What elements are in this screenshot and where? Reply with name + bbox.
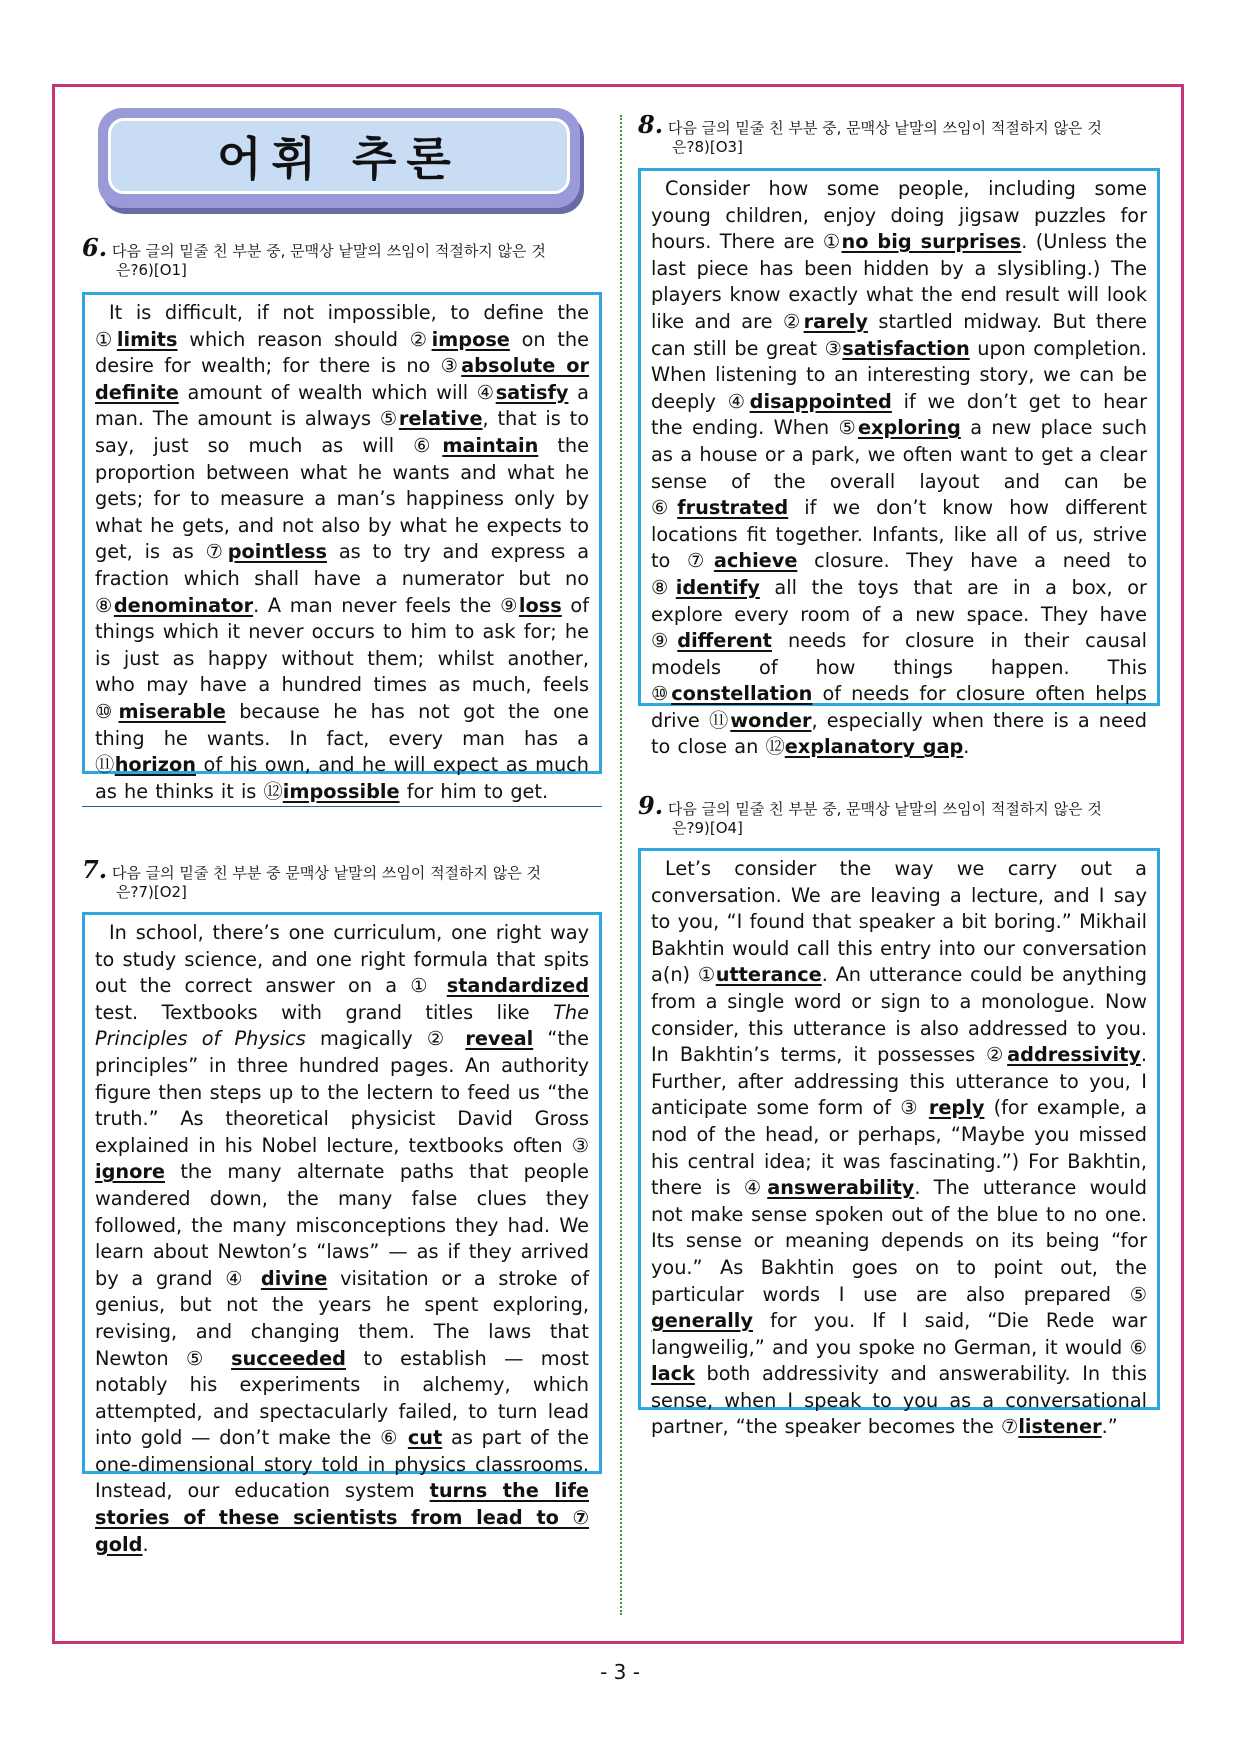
q6-text: It is difficult, if not impossible, to define the ①limits which reason should ②impose on the desire for wealth; for there is no ③absolute or definite amount of wealth which will ④satisfy a man. The amount is always ⑤relative, that is to say, just so much as will ⑥maintain the proportion between what he wants and what he gets; for to measure a man’s happiness only by what he gets, and not also by what he expects to get, is as ⑦pointless as to try and express a fraction which shall have a numerator but no ⑧denominator. A man never feels the ⑨loss of things which it never occurs to him to ask for; he is just as happy without them; whilst another, who may have a hundred times as much, feels ⑩miserable because he has not got the one thing he wants. In fact, every man has a ⑪horizon of his own, and he will expect as much as he thinks it is ⑫impossible for him to get. [95,301,590,803]
q9-instruction-tail: 은? [672,819,695,837]
q8-code: 8)[O3] [694,138,743,156]
q7-number: 7. [82,855,108,884]
q8-instruction: 다음 글의 밑줄 친 부분 중, 문맥상 낱말의 쓰임이 적절하지 않은 것 [667,119,1102,137]
q8-passage [638,168,1160,759]
title-plate [108,118,570,194]
q7-text: In school, there’s one curriculum, one right way to study science, and one right formula that spits out the correct answer on a ① standardized test. Textbooks with grand titles like The Principles of Physics magically ② reveal “the principles” in three hundred pages. An authority figure then steps up to the lectern to feed us “the truth.” As theoretical physicist David Gross explained in his Nobel lecture, textbooks often ③ ignore the many alternate paths that people wandered down, the many false clues they followed, the many misconceptions they had. We learn about Newton’s “laws” — as if they arrived by a grand ④ divine visitation or a stroke of genius, but not the years he spent exploring, revising, and changing them. The laws that Newton ⑤ succeeded to establish — most notably his experiments in alchemy, which attempted, and spectacularly failed, to turn lead into gold — don’t make the ⑥ cut as part of the one-dimensional story told in physics classrooms. Instead, our education system turns the life stories of these scientists from lead to ⑦ gold. [95,921,589,1556]
column-divider [620,115,622,1615]
page-title: 어휘 추론 [217,132,461,186]
q6-code: 6)[O1] [138,261,187,279]
q9-number: 9. [638,791,664,820]
q6-header [82,233,602,280]
q6-number: 6. [82,233,108,262]
q8-header [638,110,1160,157]
q6-instruction: 다음 글의 밑줄 친 부분 중, 문맥상 낱말의 쓰임이 적절하지 않은 것 [111,242,546,260]
q7-code: 7)[O2] [138,883,187,901]
q9-instruction: 다음 글의 밑줄 친 부분 중, 문맥상 낱말의 쓰임이 적절하지 않은 것 [667,800,1102,818]
q9-code: 9)[O4] [694,819,743,837]
q7-header [82,855,602,902]
q6-instruction-tail: 은? [116,261,139,279]
q6-passage [82,292,602,803]
q7-instruction: 다음 글의 밑줄 친 부분 중 문맥상 낱말의 쓰임이 적절하지 않은 것 [111,864,542,882]
page-number: - 3 - [600,1660,640,1684]
q6-separator [82,806,602,807]
q9-header [638,791,1160,838]
q8-number: 8. [638,110,664,139]
title-banner [98,108,580,208]
q9-text: Let’s consider the way we carry out a conversation. We are leaving a lecture, and I say to you, “I found that speaker a bit boring.” Mikhail Bakhtin would call this entry into our conversation a(n) ①utterance. An utterance could be anything from a single word or sign to a monologue. Now consider, this utterance is also addressed to you. In Bakhtin’s terms, it possesses ②addressivity. Further, after addressing this utterance to you, I anticipate some form of ③ reply (for example, a nod of the head, or perhaps, “Maybe you missed his central idea; it was fascinating.”) For Bakhtin, there is ④answerability. The utterance would not make sense spoken out of the blue to no one. Its sense or meaning depends on its being “for you.” As Bakhtin goes on to point out, the particular words I use are also prepared ⑤ generally for you. If I said, “Die Rede war langweilig,” and you spoke no German, it would ⑥ lack both addressivity and answerability. In this sense, when I speak to you as a conversational partner, “the speaker becomes the ⑦listener.” [651,857,1147,1439]
q9-passage [638,848,1160,1439]
q7-instruction-tail: 은? [116,883,139,901]
q8-instruction-tail: 은? [672,138,695,156]
q7-passage [82,912,602,1556]
q8-text: Consider how some people, including some young children, enjoy doing jigsaw puzzles for hours. There are ①no big surprises. (Unless the last piece has been hidden by a slysibling.) The players know exactly what the end result will look like and are ②rarely startled midway. But there can still be great ③satisfaction upon completion. When listening to an interesting story, we can be deeply ④disappointed if we don’t get to hear the ending. When ⑤exploring a new place such as a house or a park, we often want to get a clear sense of the overall layout and can be ⑥frustrated if we don’t know how different locations fit together. Infants, like all of us, strive to ⑦achieve closure. They have a need to ⑧identify all the toys that are in a box, or explore every room of a new space. They have ⑨different needs for closure in their causal models of how things happen. This ⑩constellation of needs for closure often helps drive ⑪wonder, especially when there is a need to close an ⑫explanatory gap. [651,177,1148,759]
